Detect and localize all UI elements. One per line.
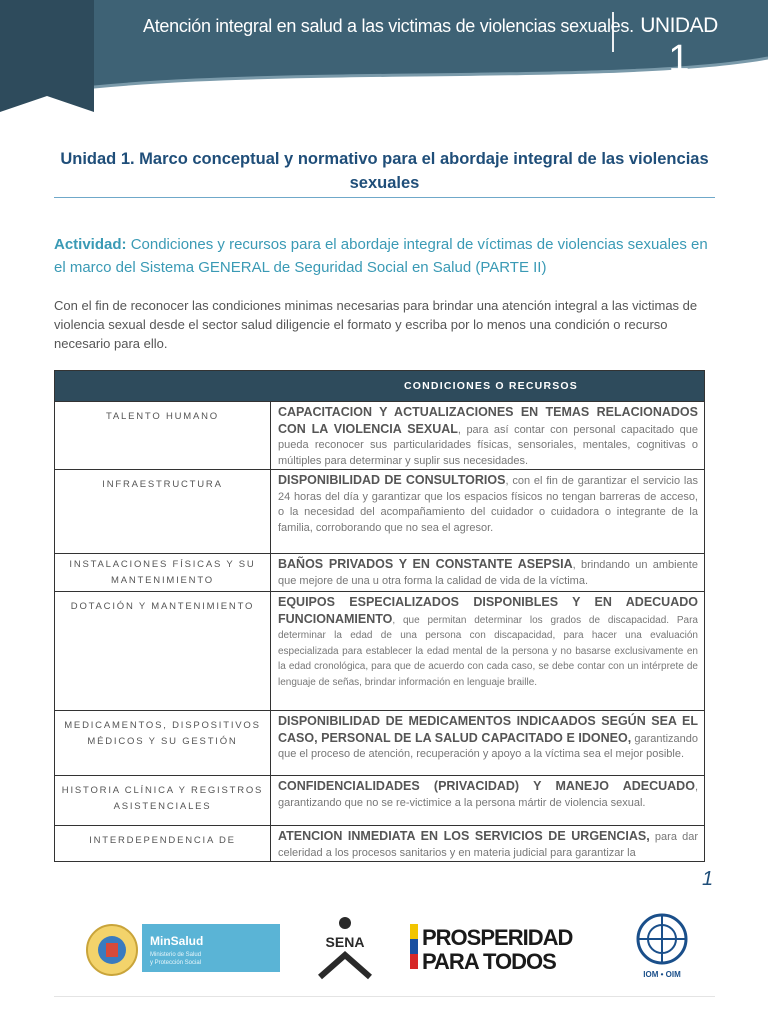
unit-heading: Unidad 1. Marco conceptual y normativo para el abordaje integral de las violencias sexuales (60, 150, 709, 192)
minsalud-sub2: y Protección Social (150, 960, 202, 966)
page-number: 1 (702, 868, 714, 890)
row-text: , para así contar con personal capacitado que pueda reconocer sus particularidades físicas, sensoriales, mentales, cognitivas o múltiples para determinar y suplir sus necesidades. (278, 423, 698, 467)
row-category: HISTORIA CLÍNICA Y REGISTROS ASISTENCIALES (55, 776, 271, 825)
prosperidad-line1: PROSPERIDAD (422, 925, 573, 950)
row-text: , con el fin de garantizar el servicio las 24 horas del día y garantizar que los espacios físicos no tengan barreras de acceso, o la necesidad del acompañamiento del cuidador o cuidadora o integrante de la familia, corroborando que no sea el agresor. (278, 475, 698, 534)
row-key: CONFIDENCIALIDADES (PRIVACIDAD) Y MANEJO ADECUADO (278, 779, 695, 793)
sena-text: SENA (325, 934, 365, 950)
row-text: , que permitan determinar los grados de discapacidad. Para determinar la edad de una persona con discapacidad, para hacer una evaluación especializada para establecer la edad mental de la persona y no basarse exclusivamente en la edad cronológica, para que de acuerdo con cada caso, se debe contar con un intérprete de lenguaje de señas, brindar información en lenguaje braille. (278, 614, 698, 688)
footer-divider (54, 996, 715, 997)
row-content[interactable] (271, 554, 704, 591)
table-row (55, 469, 704, 553)
row-text: , garantizando que no se re-victimice a la persona mártir de violencia sexual. (278, 781, 698, 809)
row-category: MEDICAMENTOS, DISPOSITIVOS MÉDICOS Y SU GESTIÓN (55, 711, 271, 775)
table-header (55, 371, 704, 401)
activity-label: Actividad: (54, 236, 127, 253)
row-text: , brindando un ambiente que mejore de una u otra forma la calidad de vida de la víctima. (278, 559, 698, 587)
row-key: DISPONIBILIDAD DE MEDICAMENTOS INDICAADOS SEGÚN SEA EL CASO, PERSONAL DE LA SALUD CAPACITADO E IDONEO, (278, 714, 698, 745)
unit-tab (0, 0, 94, 112)
table-row (55, 401, 704, 469)
row-content[interactable] (271, 402, 704, 469)
banner-title: Atención integral en salud a las victimas de violencias sexuales. (143, 16, 634, 36)
row-key: ATENCION INMEDIATA EN LOS SERVICIOS DE URGENCIAS, (278, 829, 650, 843)
table-header-label: CONDICIONES O RECURSOS (404, 380, 578, 392)
table-row (55, 553, 704, 591)
row-content[interactable] (271, 592, 704, 710)
activity-text: Condiciones y recursos para el abordaje integral de víctimas de violencias sexuales en el marco del Sistema GENERAL de Seguridad Social en Salud (PARTE II) (54, 236, 708, 276)
row-content[interactable] (271, 826, 704, 861)
row-content[interactable] (271, 711, 704, 775)
prosperidad-line2: PARA TODOS (422, 949, 556, 973)
conditions-table (54, 370, 705, 862)
row-key: EQUIPOS ESPECIALIZADOS DISPONIBLES Y EN ADECUADO FUNCIONAMIENTO (278, 595, 698, 626)
table-row (55, 591, 704, 710)
heading-divider (54, 197, 715, 198)
row-text: garantizando que el proceso de atención, recuperación y apoyo a la víctima sea el mejor posible. (278, 732, 698, 760)
sena-logo (310, 913, 380, 983)
unit-number: 1 (668, 38, 690, 80)
row-key: BAÑOS PRIVADOS Y EN CONSTANTE ASEPSIA (278, 557, 573, 571)
row-content[interactable] (271, 470, 704, 553)
row-key: DISPONIBILIDAD DE CONSULTORIOS (278, 473, 506, 487)
row-category: TALENTO HUMANO (55, 402, 271, 469)
minsalud-logo (84, 917, 284, 979)
row-category: DOTACIÓN Y MANTENIMIENTO (55, 592, 271, 710)
oim-text: IOM • OIM (643, 970, 681, 979)
row-category: INTERDEPENDENCIA DE (55, 826, 271, 861)
activity-block (54, 233, 715, 279)
sponsor-logos (0, 905, 768, 985)
minsalud-sub1: Ministerio de Salud (150, 952, 202, 958)
intro-paragraph: Con el fin de reconocer las condiciones minimas necesarias para brindar una atención integral a las victimas de violencia sexual desde el sector salud diligencie el formato y escriba por lo menos una condición o recurso necesario para ello. (54, 298, 698, 351)
row-key: CAPACITACION Y ACTUALIZACIONES EN TEMAS RELACIONADOS CON LA VIOLENCIA SEXUAL (278, 405, 698, 436)
table-row (55, 775, 704, 825)
row-text: para dar celeridad a los procesos sanitarios y en materia judicial para garantizar la (278, 831, 699, 859)
unit-label: UNIDAD (640, 14, 718, 37)
row-category: INSTALACIONES FÍSICAS Y SU MANTENIMIENTO (55, 554, 271, 591)
table-row (55, 825, 704, 861)
minsalud-name: MinSalud (150, 934, 204, 948)
prosperidad-logo (410, 921, 595, 973)
row-content[interactable] (271, 776, 704, 825)
row-category: INFRAESTRUCTURA (55, 470, 271, 553)
oim-logo (630, 911, 694, 981)
table-row (55, 710, 704, 775)
